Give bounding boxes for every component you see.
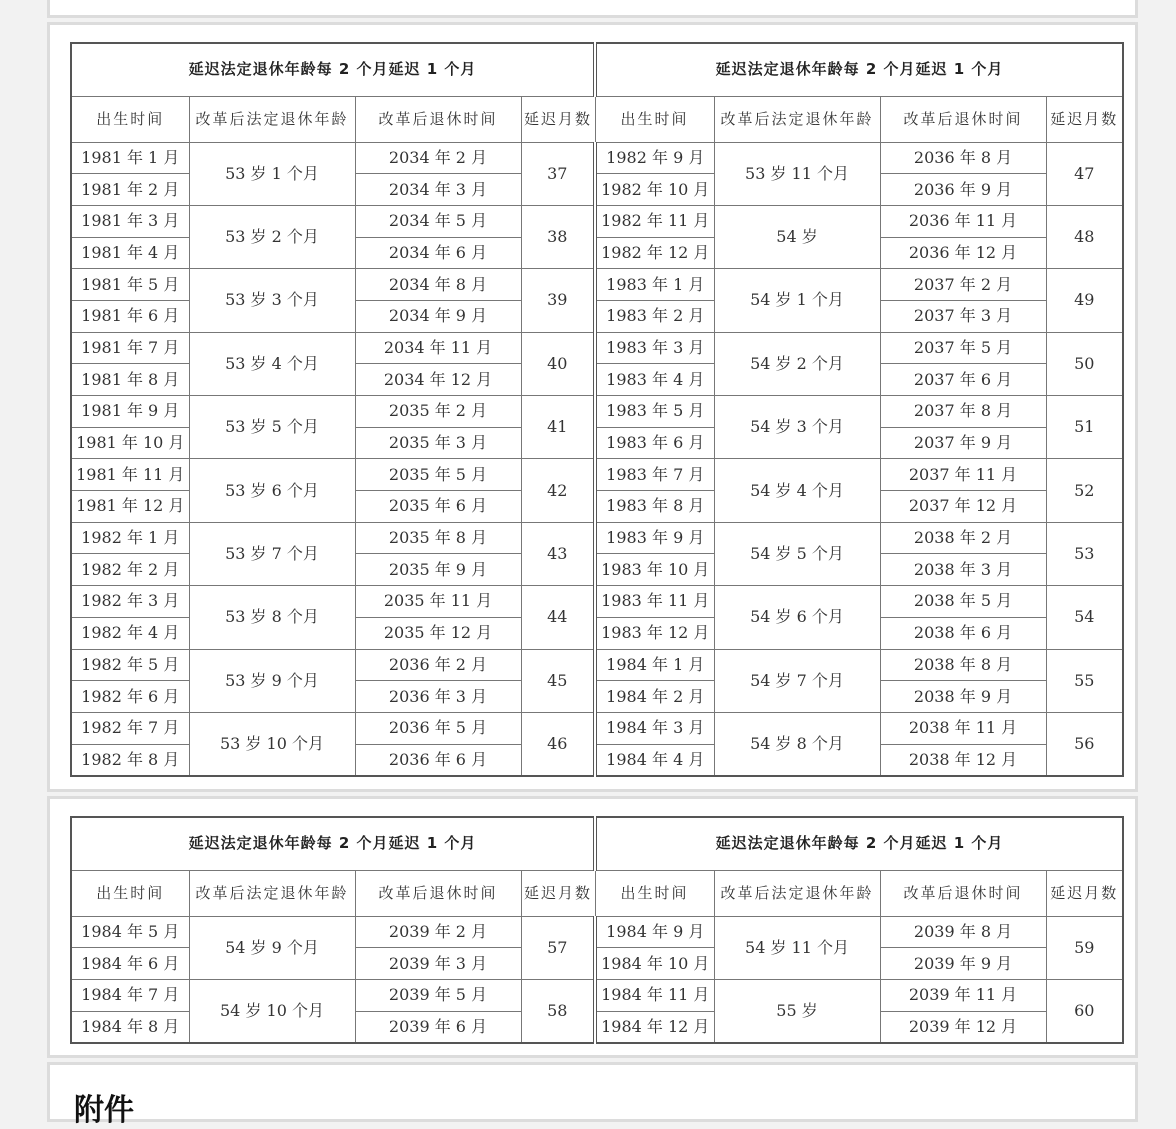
- delay-months-cell: 45: [521, 649, 595, 712]
- header-retirement-time: 改革后退休时间: [880, 870, 1046, 916]
- retirement-time-cell: 2037 年 3 月: [880, 300, 1046, 332]
- delay-months-cell: 52: [1046, 459, 1123, 522]
- birth-time-cell: 1984 年 6 月: [71, 948, 189, 980]
- birth-time-cell: 1984 年 9 月: [595, 916, 714, 948]
- retirement-age-cell: 54 岁 2 个月: [714, 332, 880, 395]
- delay-months-cell: 46: [521, 712, 595, 775]
- retirement-time-cell: 2038 年 6 月: [880, 617, 1046, 649]
- table-row: [71, 979, 1123, 1011]
- birth-time-cell: 1984 年 10 月: [595, 948, 714, 980]
- retirement-time-cell: 2034 年 2 月: [355, 142, 521, 174]
- header-birth-time: 出生时间: [595, 96, 714, 142]
- retirement-time-cell: 2034 年 9 月: [355, 300, 521, 332]
- delay-months-cell: 58: [521, 979, 595, 1042]
- retirement-age-cell: 53 岁 9 个月: [189, 649, 355, 712]
- delay-months-cell: 47: [1046, 142, 1123, 205]
- retirement-time-cell: 2035 年 11 月: [355, 586, 521, 618]
- birth-time-cell: 1983 年 3 月: [595, 332, 714, 364]
- header-delay-months: 延迟月数: [1046, 870, 1123, 916]
- header-retirement-time: 改革后退休时间: [355, 870, 521, 916]
- retirement-time-cell: 2037 年 5 月: [880, 332, 1046, 364]
- birth-time-cell: 1983 年 10 月: [595, 554, 714, 586]
- retirement-age-cell: 54 岁 8 个月: [714, 712, 880, 775]
- retirement-time-cell: 2037 年 9 月: [880, 427, 1046, 459]
- retirement-time-cell: 2035 年 8 月: [355, 522, 521, 554]
- birth-time-cell: 1981 年 8 月: [71, 364, 189, 396]
- birth-time-cell: 1982 年 5 月: [71, 649, 189, 681]
- retirement-time-cell: 2039 年 11 月: [880, 979, 1046, 1011]
- retirement-time-cell: 2035 年 6 月: [355, 491, 521, 523]
- retirement-age-cell: 54 岁 1 个月: [714, 269, 880, 332]
- delay-months-cell: 59: [1046, 916, 1123, 979]
- birth-time-cell: 1981 年 11 月: [71, 459, 189, 491]
- annex-card: [47, 1062, 1138, 1128]
- birth-time-cell: 1982 年 11 月: [595, 205, 714, 237]
- retirement-time-cell: 2036 年 5 月: [355, 712, 521, 744]
- table-row: [71, 649, 1123, 681]
- birth-time-cell: 1981 年 3 月: [71, 205, 189, 237]
- retirement-table-card-2: [47, 796, 1138, 1058]
- header-retirement-age: 改革后法定退休年龄: [714, 96, 880, 142]
- retirement-time-cell: 2039 年 9 月: [880, 948, 1046, 980]
- birth-time-cell: 1983 年 6 月: [595, 427, 714, 459]
- table-row: [71, 396, 1123, 428]
- birth-time-cell: 1982 年 8 月: [71, 744, 189, 776]
- delay-months-cell: 38: [521, 205, 595, 268]
- delay-months-cell: 43: [521, 522, 595, 585]
- delay-months-cell: 37: [521, 142, 595, 205]
- table-row: [71, 712, 1123, 744]
- retirement-time-cell: 2034 年 3 月: [355, 174, 521, 206]
- retirement-age-cell: 53 岁 2 个月: [189, 205, 355, 268]
- retirement-age-cell: 53 岁 4 个月: [189, 332, 355, 395]
- table-title-right: 延迟法定退休年龄每 2 个月延迟 1 个月: [595, 817, 1123, 870]
- delay-months-cell: 49: [1046, 269, 1123, 332]
- retirement-age-cell: 53 岁 1 个月: [189, 142, 355, 205]
- header-delay-months: 延迟月数: [521, 96, 595, 142]
- retirement-time-cell: 2035 年 12 月: [355, 617, 521, 649]
- retirement-age-cell: 54 岁 9 个月: [189, 916, 355, 979]
- retirement-table-1: [70, 42, 1124, 777]
- retirement-time-cell: 2037 年 8 月: [880, 396, 1046, 428]
- retirement-time-cell: 2036 年 9 月: [880, 174, 1046, 206]
- delay-months-cell: 50: [1046, 332, 1123, 395]
- retirement-time-cell: 2038 年 11 月: [880, 712, 1046, 744]
- retirement-time-cell: 2039 年 12 月: [880, 1011, 1046, 1043]
- birth-time-cell: 1984 年 5 月: [71, 916, 189, 948]
- header-retirement-age: 改革后法定退休年龄: [189, 870, 355, 916]
- retirement-age-cell: 53 岁 3 个月: [189, 269, 355, 332]
- retirement-age-cell: 55 岁: [714, 979, 880, 1042]
- retirement-age-cell: 54 岁 10 个月: [189, 979, 355, 1042]
- retirement-time-cell: 2037 年 11 月: [880, 459, 1046, 491]
- retirement-age-cell: 53 岁 5 个月: [189, 396, 355, 459]
- retirement-time-cell: 2034 年 8 月: [355, 269, 521, 301]
- birth-time-cell: 1982 年 7 月: [71, 712, 189, 744]
- retirement-time-cell: 2035 年 3 月: [355, 427, 521, 459]
- delay-months-cell: 42: [521, 459, 595, 522]
- birth-time-cell: 1984 年 7 月: [71, 979, 189, 1011]
- table-row: [71, 522, 1123, 554]
- table-title-right: 延迟法定退休年龄每 2 个月延迟 1 个月: [595, 43, 1123, 96]
- birth-time-cell: 1981 年 6 月: [71, 300, 189, 332]
- birth-time-cell: 1981 年 2 月: [71, 174, 189, 206]
- retirement-age-cell: 53 岁 8 个月: [189, 586, 355, 649]
- table-row: [71, 916, 1123, 948]
- retirement-time-cell: 2036 年 8 月: [880, 142, 1046, 174]
- retirement-time-cell: 2039 年 5 月: [355, 979, 521, 1011]
- birth-time-cell: 1983 年 8 月: [595, 491, 714, 523]
- delay-months-cell: 60: [1046, 979, 1123, 1042]
- birth-time-cell: 1981 年 12 月: [71, 491, 189, 523]
- retirement-time-cell: 2038 年 9 月: [880, 681, 1046, 713]
- retirement-time-cell: 2039 年 2 月: [355, 916, 521, 948]
- birth-time-cell: 1981 年 1 月: [71, 142, 189, 174]
- header-retirement-age: 改革后法定退休年龄: [714, 870, 880, 916]
- birth-time-cell: 1984 年 4 月: [595, 744, 714, 776]
- retirement-time-cell: 2037 年 12 月: [880, 491, 1046, 523]
- birth-time-cell: 1984 年 8 月: [71, 1011, 189, 1043]
- retirement-time-cell: 2034 年 12 月: [355, 364, 521, 396]
- delay-months-cell: 54: [1046, 586, 1123, 649]
- birth-time-cell: 1982 年 9 月: [595, 142, 714, 174]
- retirement-time-cell: 2036 年 3 月: [355, 681, 521, 713]
- birth-time-cell: 1983 年 5 月: [595, 396, 714, 428]
- header-retirement-age: 改革后法定退休年龄: [189, 96, 355, 142]
- birth-time-cell: 1982 年 3 月: [71, 586, 189, 618]
- retirement-time-cell: 2037 年 6 月: [880, 364, 1046, 396]
- birth-time-cell: 1983 年 9 月: [595, 522, 714, 554]
- birth-time-cell: 1981 年 9 月: [71, 396, 189, 428]
- retirement-table-2: [70, 816, 1124, 1044]
- birth-time-cell: 1984 年 12 月: [595, 1011, 714, 1043]
- birth-time-cell: 1983 年 12 月: [595, 617, 714, 649]
- birth-time-cell: 1981 年 5 月: [71, 269, 189, 301]
- header-retirement-time: 改革后退休时间: [355, 96, 521, 142]
- header-birth-time: 出生时间: [595, 870, 714, 916]
- retirement-time-cell: 2036 年 11 月: [880, 205, 1046, 237]
- birth-time-cell: 1983 年 2 月: [595, 300, 714, 332]
- birth-time-cell: 1982 年 1 月: [71, 522, 189, 554]
- retirement-age-cell: 54 岁 5 个月: [714, 522, 880, 585]
- birth-time-cell: 1982 年 10 月: [595, 174, 714, 206]
- delay-months-cell: 44: [521, 586, 595, 649]
- table-title-left: 延迟法定退休年龄每 2 个月延迟 1 个月: [71, 817, 595, 870]
- header-delay-months: 延迟月数: [1046, 96, 1123, 142]
- delay-months-cell: 57: [521, 916, 595, 979]
- retirement-time-cell: 2036 年 6 月: [355, 744, 521, 776]
- birth-time-cell: 1983 年 4 月: [595, 364, 714, 396]
- retirement-age-cell: 53 岁 10 个月: [189, 712, 355, 775]
- retirement-time-cell: 2034 年 6 月: [355, 237, 521, 269]
- table-row: [71, 205, 1123, 237]
- retirement-time-cell: 2036 年 12 月: [880, 237, 1046, 269]
- birth-time-cell: 1983 年 7 月: [595, 459, 714, 491]
- retirement-time-cell: 2036 年 2 月: [355, 649, 521, 681]
- retirement-time-cell: 2034 年 11 月: [355, 332, 521, 364]
- retirement-age-cell: 54 岁 11 个月: [714, 916, 880, 979]
- retirement-time-cell: 2035 年 9 月: [355, 554, 521, 586]
- retirement-table-card-1: [47, 22, 1138, 792]
- delay-months-cell: 51: [1046, 396, 1123, 459]
- delay-months-cell: 39: [521, 269, 595, 332]
- retirement-age-cell: 54 岁: [714, 205, 880, 268]
- retirement-time-cell: 2039 年 8 月: [880, 916, 1046, 948]
- annex-heading: 附件: [74, 1093, 134, 1128]
- birth-time-cell: 1982 年 4 月: [71, 617, 189, 649]
- header-retirement-time: 改革后退休时间: [880, 96, 1046, 142]
- birth-time-cell: 1981 年 7 月: [71, 332, 189, 364]
- retirement-age-cell: 53 岁 7 个月: [189, 522, 355, 585]
- header-delay-months: 延迟月数: [521, 870, 595, 916]
- retirement-time-cell: 2039 年 3 月: [355, 948, 521, 980]
- retirement-time-cell: 2038 年 8 月: [880, 649, 1046, 681]
- birth-time-cell: 1983 年 11 月: [595, 586, 714, 618]
- delay-months-cell: 40: [521, 332, 595, 395]
- birth-time-cell: 1984 年 3 月: [595, 712, 714, 744]
- header-birth-time: 出生时间: [71, 870, 189, 916]
- birth-time-cell: 1984 年 1 月: [595, 649, 714, 681]
- table-row: [71, 269, 1123, 301]
- birth-time-cell: 1984 年 11 月: [595, 979, 714, 1011]
- retirement-time-cell: 2038 年 12 月: [880, 744, 1046, 776]
- birth-time-cell: 1982 年 12 月: [595, 237, 714, 269]
- retirement-age-cell: 54 岁 6 个月: [714, 586, 880, 649]
- retirement-age-cell: 54 岁 7 个月: [714, 649, 880, 712]
- retirement-time-cell: 2037 年 2 月: [880, 269, 1046, 301]
- retirement-age-cell: 54 岁 3 个月: [714, 396, 880, 459]
- birth-time-cell: 1982 年 6 月: [71, 681, 189, 713]
- birth-time-cell: 1981 年 4 月: [71, 237, 189, 269]
- table-row: [71, 586, 1123, 618]
- retirement-time-cell: 2038 年 3 月: [880, 554, 1046, 586]
- retirement-time-cell: 2039 年 6 月: [355, 1011, 521, 1043]
- retirement-age-cell: 53 岁 11 个月: [714, 142, 880, 205]
- table-row: [71, 142, 1123, 174]
- birth-time-cell: 1981 年 10 月: [71, 427, 189, 459]
- birth-time-cell: 1984 年 2 月: [595, 681, 714, 713]
- table-row: [71, 332, 1123, 364]
- delay-months-cell: 55: [1046, 649, 1123, 712]
- header-birth-time: 出生时间: [71, 96, 189, 142]
- retirement-time-cell: 2035 年 5 月: [355, 459, 521, 491]
- retirement-age-cell: 54 岁 4 个月: [714, 459, 880, 522]
- birth-time-cell: 1983 年 1 月: [595, 269, 714, 301]
- delay-months-cell: 41: [521, 396, 595, 459]
- retirement-time-cell: 2035 年 2 月: [355, 396, 521, 428]
- delay-months-cell: 56: [1046, 712, 1123, 775]
- retirement-time-cell: 2038 年 2 月: [880, 522, 1046, 554]
- retirement-age-cell: 53 岁 6 个月: [189, 459, 355, 522]
- birth-time-cell: 1982 年 2 月: [71, 554, 189, 586]
- table-title-left: 延迟法定退休年龄每 2 个月延迟 1 个月: [71, 43, 595, 96]
- delay-months-cell: 48: [1046, 205, 1123, 268]
- retirement-time-cell: 2038 年 5 月: [880, 586, 1046, 618]
- retirement-time-cell: 2034 年 5 月: [355, 205, 521, 237]
- table-row: [71, 459, 1123, 491]
- previous-card-bottom: [47, 0, 1138, 18]
- delay-months-cell: 53: [1046, 522, 1123, 585]
